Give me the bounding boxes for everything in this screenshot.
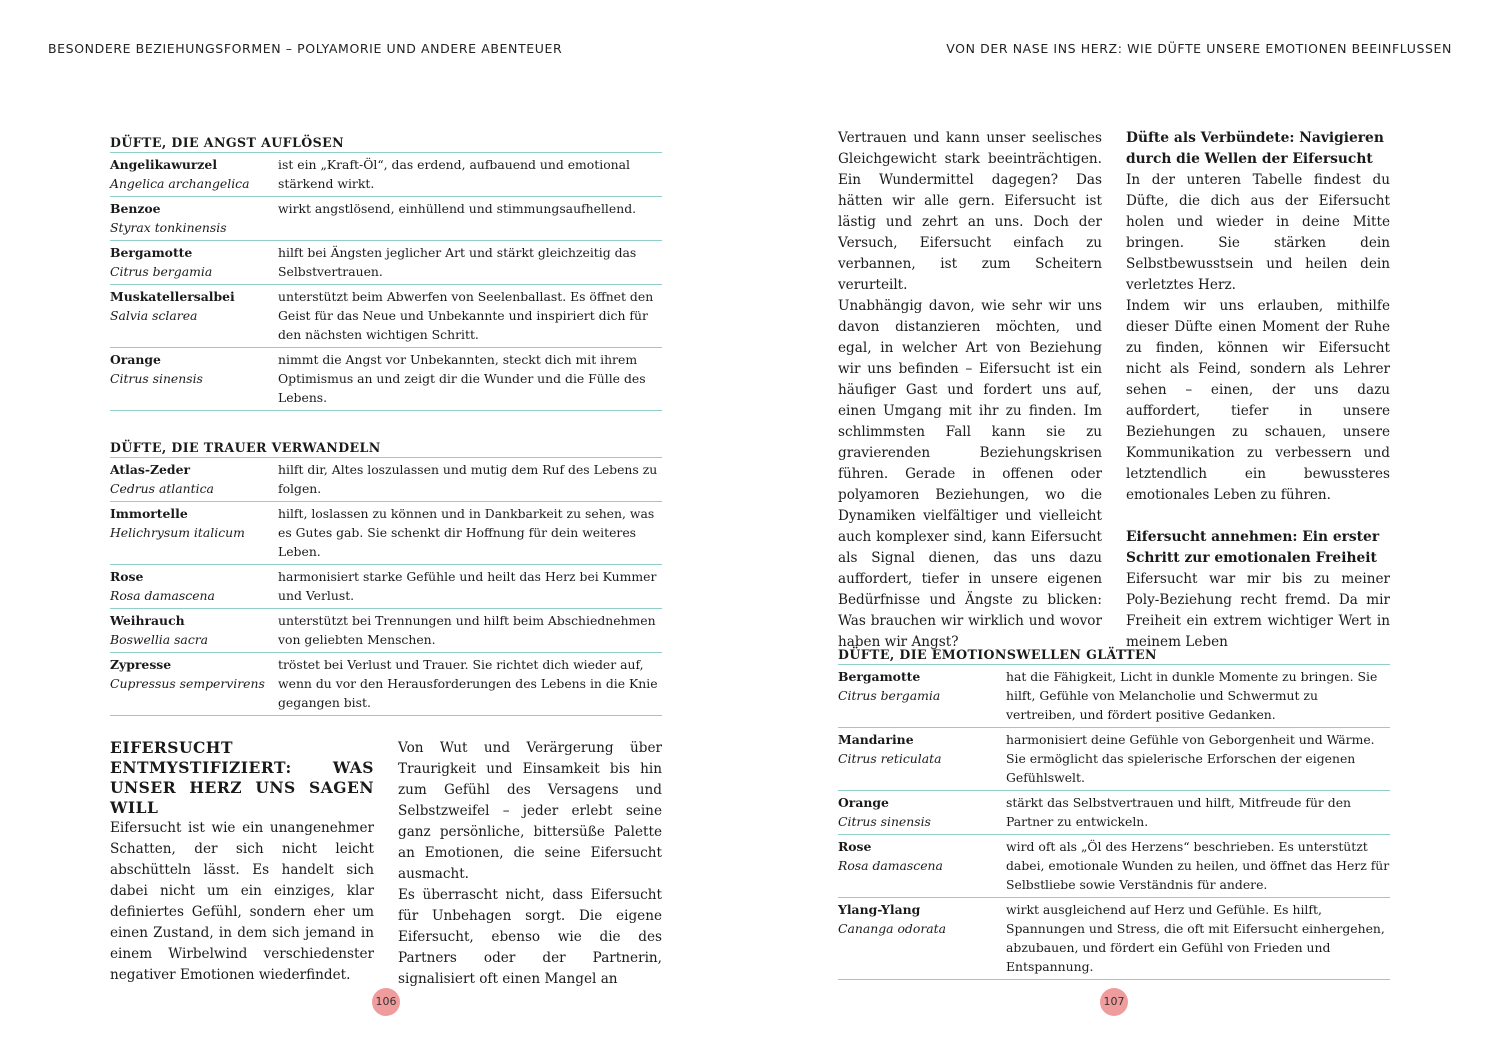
table-row — [110, 197, 662, 241]
plant-name: Immortelle — [110, 506, 188, 521]
plant-latin: Citrus bergamia — [838, 688, 941, 703]
plant-latin: Citrus reticulata — [838, 751, 942, 766]
paragraph: Indem wir uns erlauben, mithilfe dieser Düfte einen Moment der Ruhe zu finden, können wir Eifersucht nicht als Feind, sondern als Lehrer sehen – einen, der uns dazu auffordert, tiefer in unsere Beziehungen zu schauen, unsere Kommunikation zu verbessern und letztendlich ein bewussteres emotionales Leben zu führen. — [1126, 298, 1390, 503]
table-angst-title: DÜFTE, DIE ANGST AUFLÖSEN — [110, 135, 662, 153]
text-column-1 — [110, 738, 374, 986]
plant-name: Rose — [110, 569, 144, 584]
plant-name: Ylang-Ylang — [838, 902, 921, 917]
table-row — [110, 241, 662, 285]
plant-name: Mandarine — [838, 732, 914, 747]
paragraph: Es überrascht nicht, dass Eifersucht für Unbehagen sorgt. Die eigene Eifersucht, ebenso wie die des Partners oder der Partnerin, signalisiert oft einen Mangel an — [398, 887, 662, 987]
plant-latin: Cupressus sempervirens — [110, 676, 265, 691]
plant-latin: Boswellia sacra — [110, 632, 209, 647]
plant-name: Angelikawurzel — [110, 157, 218, 172]
paragraph: Vertrauen und kann unser seelisches Gleichgewicht stark beeinträchtigen. Ein Wundermittel dagegen? Das hätten wir alle gern. Eifersucht ist lästig und zehrt an uns. Doch der Versuch, Eifersucht einfach zu verbannen, ist zum Scheitern verurteilt. — [838, 130, 1102, 293]
table-row — [110, 653, 662, 716]
text-column-3 — [838, 128, 1102, 653]
plant-description: hilft, loslassen zu können und in Dankbarkeit zu sehen, was es Gutes gab. Sie schenkt dir Hoffnung für dein weiteres Leben. — [278, 506, 655, 559]
table-row — [838, 898, 1390, 980]
plant-name: Muskatellersalbei — [110, 289, 235, 304]
table-row — [110, 285, 662, 348]
page-number-left: 106 — [372, 988, 400, 1016]
plant-latin: Rosa damascena — [838, 858, 943, 873]
plant-latin: Citrus sinensis — [110, 371, 203, 386]
table-angst — [110, 135, 662, 411]
plant-latin: Styrax tonkinensis — [110, 220, 227, 235]
page-number-right: 107 — [1100, 988, 1128, 1016]
plant-description: harmonisiert starke Gefühle und heilt das Herz bei Kummer und Verlust. — [278, 569, 657, 603]
table-row — [110, 153, 662, 197]
plant-latin: Cananga odorata — [838, 921, 947, 936]
plant-description: harmonisiert deine Gefühle von Geborgenheit und Wärme. Sie ermöglicht das spielerische Erforschen der eigenen Gefühlswelt. — [1006, 732, 1375, 785]
table-trauer — [110, 440, 662, 716]
plant-description: unterstützt beim Abwerfen von Seelenballast. Es öffnet den Geist für das Neue und Unbekannte und inspiriert dich für den nächsten wichtigen Schritt. — [278, 289, 654, 342]
plant-name: Bergamotte — [838, 669, 921, 684]
table-row — [110, 609, 662, 653]
plant-latin: Rosa damascena — [110, 588, 215, 603]
table-row — [838, 728, 1390, 791]
table-row — [838, 665, 1390, 728]
subsection-title-allies: Düfte als Verbündete: Navigieren durch die Wellen der Eifersucht — [1126, 130, 1384, 167]
plant-latin: Citrus sinensis — [838, 814, 931, 829]
text-column-2 — [398, 738, 662, 990]
plant-name: Orange — [110, 352, 161, 367]
paragraph: Eifersucht war mir bis zu meiner Poly-Beziehung recht fremd. Da mir Freiheit ein extrem wichtiger Wert in meinem Leben — [1126, 571, 1390, 650]
text-column-4 — [1126, 128, 1390, 653]
plant-latin: Salvia sclarea — [110, 308, 198, 323]
plant-name: Weihrauch — [110, 613, 185, 628]
running-head-left: BESONDERE BEZIEHUNGSFORMEN – POLYAMORIE UND ANDERE ABENTEUER — [48, 41, 563, 56]
plant-latin: Angelica archangelica — [110, 176, 250, 191]
plant-latin: Citrus bergamia — [110, 264, 213, 279]
plant-description: hilft bei Ängsten jeglicher Art und stärkt gleichzeitig das Selbstvertrauen. — [278, 245, 637, 279]
table-row — [838, 835, 1390, 898]
table-row — [110, 565, 662, 609]
table-emotion — [838, 647, 1390, 980]
plant-description: hat die Fähigkeit, Licht in dunkle Momente zu bringen. Sie hilft, Gefühle von Melancholie und Schwermut zu vertreiben, und fördert positive Gedanken. — [1006, 669, 1378, 722]
plant-description: unterstützt bei Trennungen und hilft beim Abschiednehmen von geliebten Menschen. — [278, 613, 656, 647]
running-head-right: VON DER NASE INS HERZ: WIE DÜFTE UNSERE EMOTIONEN BEEINFLUSSEN — [946, 41, 1452, 56]
plant-description: wird oft als „Öl des Herzens“ beschrieben. Es unterstützt dabei, emotionale Wunden zu heilen, und öffnet das Herz für Selbstliebe sowie Verständnis für andere. — [1006, 839, 1390, 892]
plant-name: Atlas-Zeder — [110, 462, 190, 477]
plant-description: ist ein „Kraft-Öl“, das erdend, aufbauend und emotional stärkend wirkt. — [278, 157, 630, 191]
table-row — [838, 791, 1390, 835]
paragraph: Eifersucht ist wie ein unangenehmer Schatten, der sich nicht leicht abschütteln lässt. Es handelt sich dabei nicht um ein einziges, klar definiertes Gefühl, sondern eher um einen Zustand, in dem sich jemand in einem Wirbelwind verschiedenster negativer Emotionen wiederfindet. — [110, 820, 374, 983]
paragraph: Von Wut und Verärgerung über Traurigkeit und Einsamkeit bis hin zum Gefühl des Versagens und Selbstzweifel – jeder erlebt seine ganz persönliche, bittersüße Palette an Emotionen, die seine Eifersucht ausmacht. — [398, 740, 662, 882]
plant-name: Benzoe — [110, 201, 161, 216]
plant-description: hilft dir, Altes loszulassen und mutig dem Ruf des Lebens zu folgen. — [278, 462, 658, 496]
plant-name: Orange — [838, 795, 889, 810]
plant-name: Zypresse — [110, 657, 172, 672]
plant-description: stärkt das Selbstvertrauen und hilft, Mitfreude für den Partner zu entwickeln. — [1006, 795, 1352, 829]
plant-description: wirkt ausgleichend auf Herz und Gefühle. Es hilft, Spannungen und Stress, die oft mit Eifersucht einhergehen, abzubauen, und fördert ein Gefühl von Frieden und Entspannung. — [1006, 902, 1385, 974]
paragraph: Unabhängig davon, wie sehr wir uns davon distanzieren möchten, und egal, in welcher Art von Beziehung wir uns befinden – Eifersucht ist ein häufiger Gast und fordert uns auf, einen Umgang mit ihr zu finden. Im schlimmsten Fall kann sie zu gravierenden Beziehungskrisen führen. Gerade in offenen oder polyamoren Beziehungen, wo die Dynamiken vielfältiger und vielleicht auch komplexer sind, kann Eifersucht als Signal dienen, das uns dazu auffordert, tiefer in unsere eigenen Bedürfnisse und Ängste zu blicken: Was brauchen wir wirklich und wovor haben wir Angst? — [838, 298, 1102, 650]
plant-latin: Helichrysum italicum — [110, 525, 245, 540]
plant-name: Rose — [838, 839, 872, 854]
plant-description: nimmt die Angst vor Unbekannten, steckt dich mit ihrem Optimismus an und zeigt dir die Wunder und die Fülle des Lebens. — [278, 352, 646, 405]
table-trauer-title: DÜFTE, DIE TRAUER VERWANDELN — [110, 440, 662, 458]
table-row — [110, 502, 662, 565]
plant-description: wirkt angstlösend, einhüllend und stimmungsaufhellend. — [278, 201, 637, 216]
section-title: EIFERSUCHT ENTMYSTIFIZIERT: WAS UNSER HERZ UNS SAGEN WILL — [110, 738, 374, 817]
plant-name: Bergamotte — [110, 245, 193, 260]
table-row — [110, 458, 662, 502]
plant-latin: Cedrus atlantica — [110, 481, 214, 496]
subsection-title-acceptance: Eifersucht annehmen: Ein erster Schritt zur emotionalen Freiheit — [1126, 529, 1380, 566]
paragraph: In der unteren Tabelle findest du Düfte, die dich aus der Eifersucht holen und wieder in deine Mitte bringen. Sie stärken dein Selbstbewusstsein und heilen dein verletztes Herz. — [1126, 172, 1390, 293]
table-row — [110, 348, 662, 411]
plant-description: tröstet bei Verlust und Trauer. Sie richtet dich wieder auf, wenn du vor den Herausforderungen des Lebens in die Knie gegangen bist. — [278, 657, 658, 710]
table-emotion-title: DÜFTE, DIE EMOTIONSWELLEN GLÄTTEN — [838, 647, 1390, 665]
